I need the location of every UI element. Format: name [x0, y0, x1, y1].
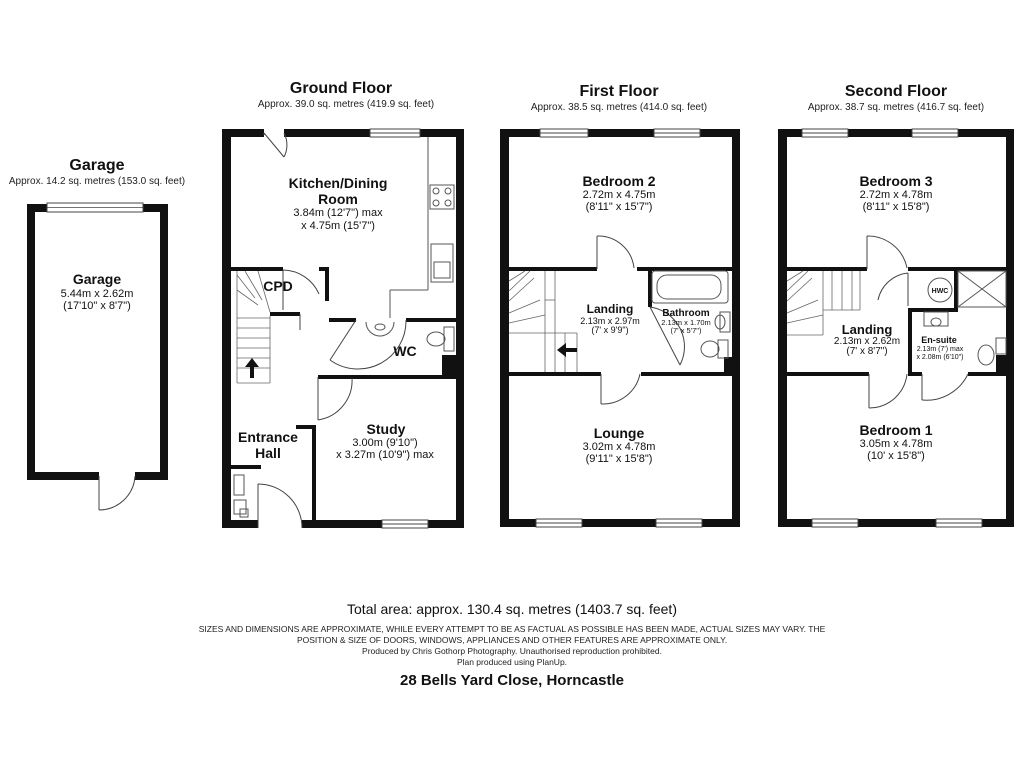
disclaimer — [0, 624, 1024, 668]
kitchen-units — [390, 137, 454, 318]
kitchen-room-name-2: Room — [318, 191, 358, 207]
landing-2-name: Landing — [841, 322, 893, 337]
study-dimensions-2: x 3.27m (10'9") max — [336, 449, 434, 461]
bedroom-2-dimensions-2: (8'11" x 15'7") — [585, 201, 653, 213]
second-floor-title: Second Floor — [844, 83, 948, 100]
bedroom-3-dimensions-1: 2.72m x 4.78m — [859, 189, 933, 201]
first-floor-area: Approx. 38.5 sq. metres (414.0 sq. feet) — [530, 102, 708, 113]
ensuite-dimensions-1: 2.13m (7') max — [916, 346, 964, 353]
garage-dimensions-metric: 5.44m x 2.62m — [60, 288, 134, 300]
disclaimer-line-1: SIZES AND DIMENSIONS ARE APPROXIMATE, WHILE EVERY ATTEMPT TO BE AS FACTUAL AS POSSIBLE HAS BEEN MADE, ACTUAL SIZES MAY VARY. THE — [198, 624, 826, 634]
garage-walls — [27, 204, 168, 480]
study-room-name: Study — [366, 421, 406, 437]
bedroom-1-dimensions-1: 3.05m x 4.78m — [859, 438, 933, 450]
garage-side-door — [99, 476, 135, 510]
second-floor-area: Approx. 38.7 sq. metres (416.7 sq. feet) — [807, 102, 985, 113]
study-dimensions-1: 3.00m (9'10") — [352, 437, 418, 449]
bedroom-3-name: Bedroom 3 — [859, 173, 933, 189]
ground-floor-plan — [222, 80, 464, 528]
first-floor-stairs — [509, 271, 577, 372]
landing-1-dimensions-1: 2.13m x 2.97m — [580, 316, 640, 326]
cpd-room-name: CPD — [263, 278, 293, 294]
landing-2-dimensions-1: 2.13m x 2.62m — [833, 336, 901, 347]
entrance-hall-name-2: Hall — [255, 445, 281, 461]
lounge-dimensions-1: 3.02m x 4.78m — [582, 441, 656, 453]
first-floor-title: First Floor — [579, 83, 659, 100]
bedroom-2-dimensions-1: 2.72m x 4.75m — [582, 189, 656, 201]
garage-area: Approx. 14.2 sq. metres (153.0 sq. feet) — [8, 176, 186, 187]
landing-2-dimensions-2: (7' x 8'7") — [846, 346, 888, 357]
plan-software: Plan produced using PlanUp. — [456, 657, 568, 667]
second-floor-plan — [778, 83, 1014, 527]
landing-1-dimensions-2: (7' x 9'9") — [591, 325, 629, 335]
lounge-room-name: Lounge — [593, 425, 645, 441]
stairs-down-arrow — [557, 343, 577, 357]
hall-cupboards — [234, 475, 248, 517]
landing-1-name: Landing — [586, 302, 634, 316]
bedroom-1-name: Bedroom 1 — [859, 422, 933, 438]
first-floor-plan — [500, 83, 740, 527]
bathroom-dimensions-1: 2.13m x 1.70m — [661, 318, 711, 327]
wc-room-name: WC — [393, 343, 417, 359]
bedroom-3-dimensions-2: (8'11" x 15'8") — [862, 201, 930, 213]
produced-by: Produced by Chris Gothorp Photography. Unauthorised reproduction prohibited. — [362, 646, 662, 656]
garage-title: Garage — [69, 157, 125, 174]
bathroom-name: Bathroom — [662, 308, 710, 319]
ground-floor-area: Approx. 39.0 sq. metres (419.9 sq. feet) — [257, 99, 435, 110]
garage-plan — [9, 157, 185, 510]
hwc-label: HWC — [931, 288, 949, 295]
garage-room-name: Garage — [72, 271, 122, 287]
lounge-dimensions-2: (9'11" x 15'8") — [585, 453, 653, 465]
kitchen-room-name: Kitchen/Dining — [288, 175, 388, 191]
kitchen-dimensions-1: 3.84m (12'7") max — [293, 207, 383, 219]
disclaimer-line-2: POSITION & SIZE OF DOORS, WINDOWS, APPLIANCES AND OTHER FEATURES ARE APPROXIMATE ONLY. — [296, 635, 728, 645]
kitchen-dimensions-2: x 4.75m (15'7") — [301, 220, 375, 232]
entrance-hall-name: Entrance — [238, 429, 298, 445]
ensuite-name: En-suite — [921, 335, 957, 345]
ground-floor-title: Ground Floor — [289, 80, 393, 97]
bathroom-dimensions-2: (7' x 5'7") — [670, 326, 702, 335]
ensuite-dimensions-2: x 2.08m (6'10") — [916, 354, 964, 361]
total-area: Total area: approx. 130.4 sq. metres (1403.7 sq. feet) — [347, 601, 677, 617]
property-address: 28 Bells Yard Close, Horncastle — [400, 672, 624, 689]
bedroom-2-name: Bedroom 2 — [582, 173, 656, 189]
garage-dimensions-imperial: (17'10" x 8'7") — [63, 300, 131, 312]
bedroom-1-dimensions-2: (10' x 15'8") — [867, 450, 925, 462]
